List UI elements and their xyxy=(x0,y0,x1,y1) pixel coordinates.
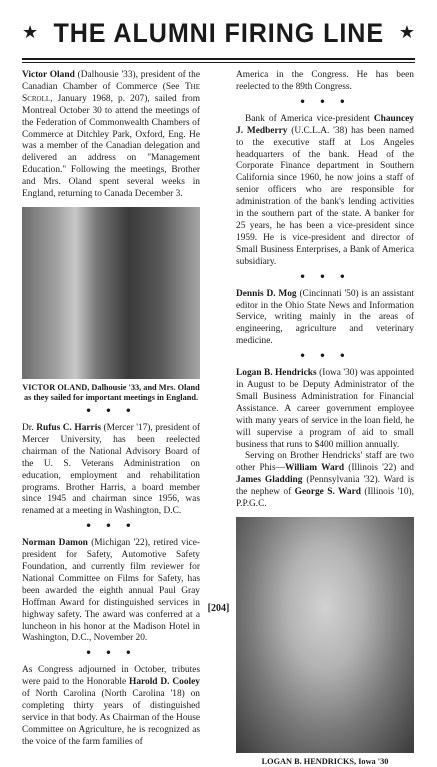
paragraph-hendricks-1 xyxy=(236,368,414,451)
separator-dots: • • • xyxy=(85,521,137,533)
paragraph-cooley xyxy=(22,665,200,748)
paragraph-cooley-continued xyxy=(236,70,414,94)
caption-hendricks: LOGAN B. HENDRICKS, Iowa '30 xyxy=(261,757,389,766)
header-rule-thin xyxy=(22,62,415,63)
text-segment: (U.C.L.A. '38) has been named to the executive staff at Los Angeles headquarters of the bank. Head of the Corporate Finance department in Southern California since 1960, he now joins a staff of senior officers who are responsible for administration of the bank's lending activities in the southern part of the state. A banker for 25 years, he has been a vice-president since 1959. He is vice-president and director of Small Business Enterprises, a Bank of America subsidiary. xyxy=(236,125,414,267)
text-segment: (Illinois '22) and xyxy=(344,463,414,474)
item-harris xyxy=(22,423,200,518)
separator-dots: • • • xyxy=(85,648,137,660)
star-icon-left: ★ xyxy=(22,22,39,43)
item-damon xyxy=(22,538,200,645)
star-icon-right: ★ xyxy=(398,22,415,43)
text-segment: (Iowa '30) was appointed in August to be Deputy Administrator of the Small Business Administration for Financial Assistance. A career government employee with many years of service in the loan field, he will supervise a program of aid to small business that runs to $400 million annually. xyxy=(236,368,414,450)
text-segment: (Illinois '10), P.P.G.C. xyxy=(236,487,415,510)
separator-dots: • • • xyxy=(85,405,137,417)
page-title: THE ALUMNI FIRING LINE xyxy=(53,17,384,48)
person-name: Rufus C. Harris xyxy=(36,422,101,433)
text-segment: (Mercer '17), president of Mercer University, has been reelected chairman of the National Advisory Board of the U. S. Veterans Administration on education, employment and rehabilitation programs. Brother Harris, a board member since 1945 and chairman since 1956, was renamed at a meeting in Washington, D.C. xyxy=(22,422,201,517)
separator-dots: • • • xyxy=(299,351,351,363)
person-name: Harold D. Cooley xyxy=(129,677,200,688)
person-name: Chauncey J. Medberry xyxy=(236,113,414,136)
person-name: George S. Ward xyxy=(294,487,361,498)
photo-logan-hendricks xyxy=(236,517,414,753)
paragraph-medberry xyxy=(236,114,414,269)
person-name: Dennis D. Mog xyxy=(236,288,297,299)
text-segment: (Dalhousie '33), president of the Canadian Chamber of Commerce (See xyxy=(22,70,200,92)
text-segment: Dr. xyxy=(22,422,37,433)
item-cooley-continued xyxy=(236,70,414,94)
left-column xyxy=(22,70,200,751)
person-name: James Gladding xyxy=(236,475,303,486)
text-segment: (Cincinnati '50) is an assistant editor in the Ohio State News and Information Service, writing mainly in the areas of engineering, agriculture and veterinary medicine. xyxy=(236,288,414,347)
paragraph-hendricks-2 xyxy=(236,451,414,511)
person-name: Logan B. Hendricks xyxy=(236,368,317,379)
paragraph-mog xyxy=(236,289,414,349)
text-segment: Serving on Brother Hendricks' staff are two other Phis— xyxy=(236,451,414,474)
text-segment: Bank of America vice-president xyxy=(245,113,374,124)
item-hendricks xyxy=(236,368,414,511)
caption-oland-name: VICTOR OLAND, xyxy=(22,382,90,392)
right-column xyxy=(236,70,414,767)
text-segment: of North Carolina (North Carolina '18) on completing thirty years of distinguished service in that body. As Chairman of the House Committee on Agriculture, he is recognized as the voice of the farm families of xyxy=(22,689,200,747)
separator-dots: • • • xyxy=(299,96,351,108)
paragraph-damon xyxy=(22,538,200,645)
person-name: Victor Oland xyxy=(22,70,75,80)
text-segment: (Michigan '22), retired vice-president for Safety, Automotive Safety Foundation, and currently film reviewer for National Committee on Films for Safety, has been awarded the eighth annual Paul Gray Hoffman Award for distinguished services in highway safety. The award was conferred at a luncheon in his honor at the Madison Hotel in Washington, D.C., November 20. xyxy=(22,538,200,644)
item-mog xyxy=(236,289,414,349)
photo-oland-couple xyxy=(22,207,200,379)
paragraph-oland xyxy=(22,70,200,201)
person-name: Norman Damon xyxy=(22,538,88,549)
text-segment: As Congress adjourned in October, tributes were paid to the Honorable xyxy=(22,665,200,688)
header-rule-thick xyxy=(22,58,415,60)
paragraph-harris xyxy=(22,423,200,518)
text-segment: America in the Congress. He has been reelected to the 89th Congress. xyxy=(236,70,414,92)
text-segment: , January 1968, p. 207), sailed from Montreal October 30 to attend the meetings of the Federation of Commonwealth Chambers of Commerce at Ditchley Park, Oxford, Eng. He was a member of the Canadian delegation and delivered an address on "Management Education." Following the meetings, Brother and Mrs. Oland spent several weeks in England, returning to Canada December 3. xyxy=(22,93,200,200)
caption-oland xyxy=(22,383,200,403)
page-header xyxy=(22,12,415,54)
text-segment: (Pennsylvania '32). Ward is the nephew of xyxy=(236,475,414,498)
person-name: William Ward xyxy=(284,463,345,474)
caption-oland-rest: Dalhousie '33, and Mrs. Oland as they sailed for important meetings in England. xyxy=(23,382,200,402)
item-oland xyxy=(22,70,200,201)
item-medberry xyxy=(236,114,414,269)
page-number: [204] xyxy=(207,603,230,614)
text-segment: The Scroll xyxy=(22,81,200,104)
separator-dots: • • • xyxy=(299,271,351,283)
item-cooley xyxy=(22,665,200,748)
